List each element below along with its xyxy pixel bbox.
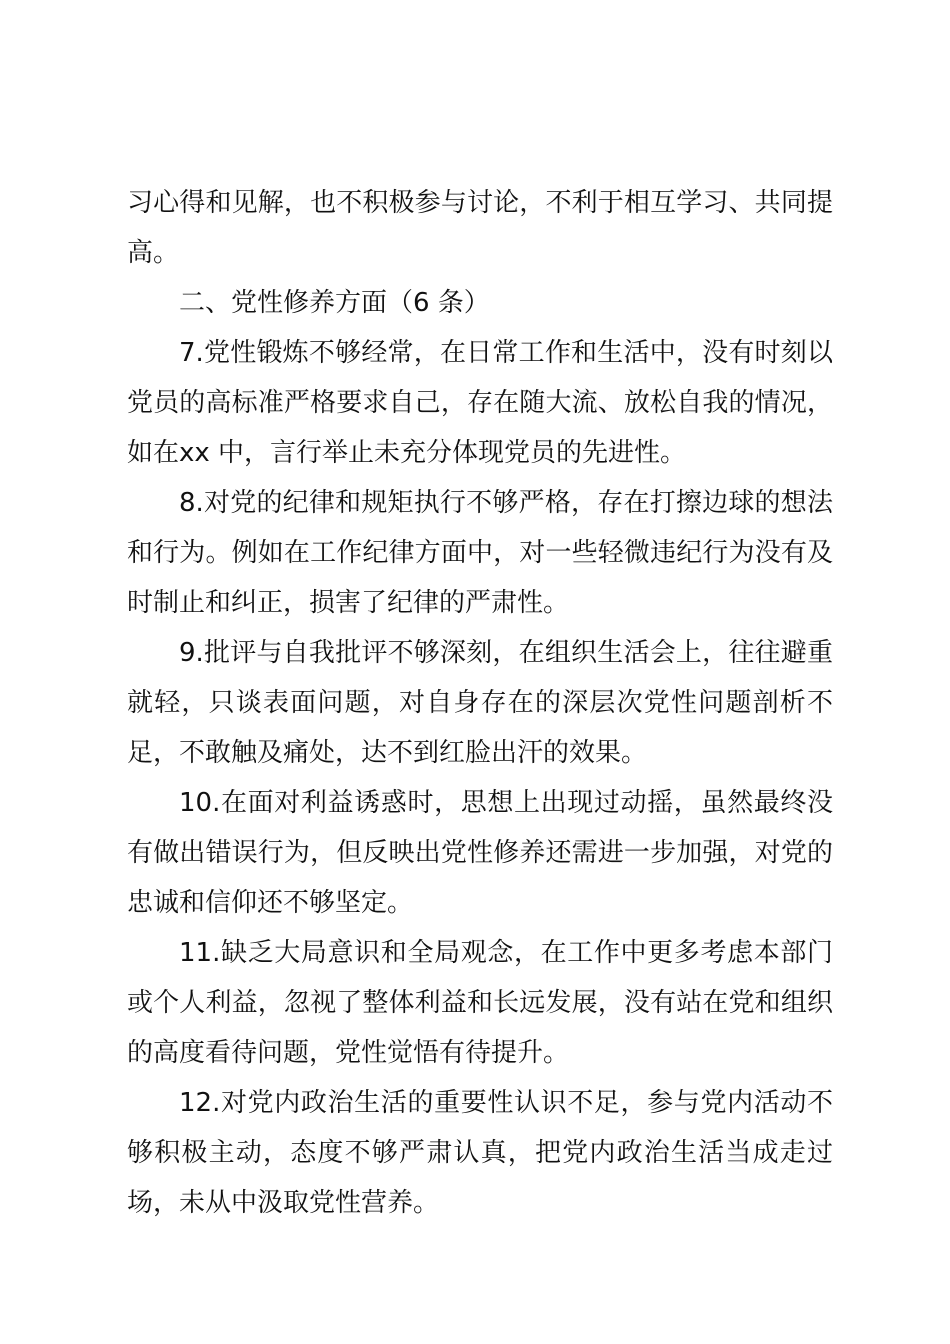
item-paragraph-9: 9.批评与自我批评不够深刻，在组织生活会上，往往避重就轻，只谈表面问题，对自身存在的深层次党性问题剖析不足，不敢触及痛处，达不到红脸出汗的效果。	[127, 638, 833, 768]
continuation-paragraph: 习心得和见解，也不积极参与讨论，不利于相互学习、共同提高。	[127, 188, 833, 268]
item-paragraph-11: 11.缺乏大局意识和全局观念，在工作中更多考虑本部门或个人利益，忽视了整体利益和长远发展，没有站在党和组织的高度看待问题，党性觉悟有待提升。	[127, 938, 833, 1068]
item-paragraph-8: 8.对党的纪律和规矩执行不够严格，存在打擦边球的想法和行为。例如在工作纪律方面中，对一些轻微违纪行为没有及时制止和纠正，损害了纪律的严肃性。	[127, 488, 833, 618]
item-paragraph-12: 12.对党内政治生活的重要性认识不足，参与党内活动不够积极主动，态度不够严肃认真，把党内政治生活当成走过场，未从中汲取党性营养。	[127, 1088, 833, 1218]
document-body	[127, 178, 833, 1228]
item-paragraph-7: 7.党性锻炼不够经常，在日常工作和生活中，没有时刻以党员的高标准严格要求自己，存在随大流、放松自我的情况，如在xx 中，言行举止未充分体现党员的先进性。	[127, 338, 833, 468]
item-paragraph-10: 10.在面对利益诱惑时，思想上出现过动摇，虽然最终没有做出错误行为，但反映出党性修养还需进一步加强，对党的忠诚和信仰还不够坚定。	[127, 788, 833, 918]
section-heading: 二、党性修养方面（6 条）	[179, 288, 490, 318]
